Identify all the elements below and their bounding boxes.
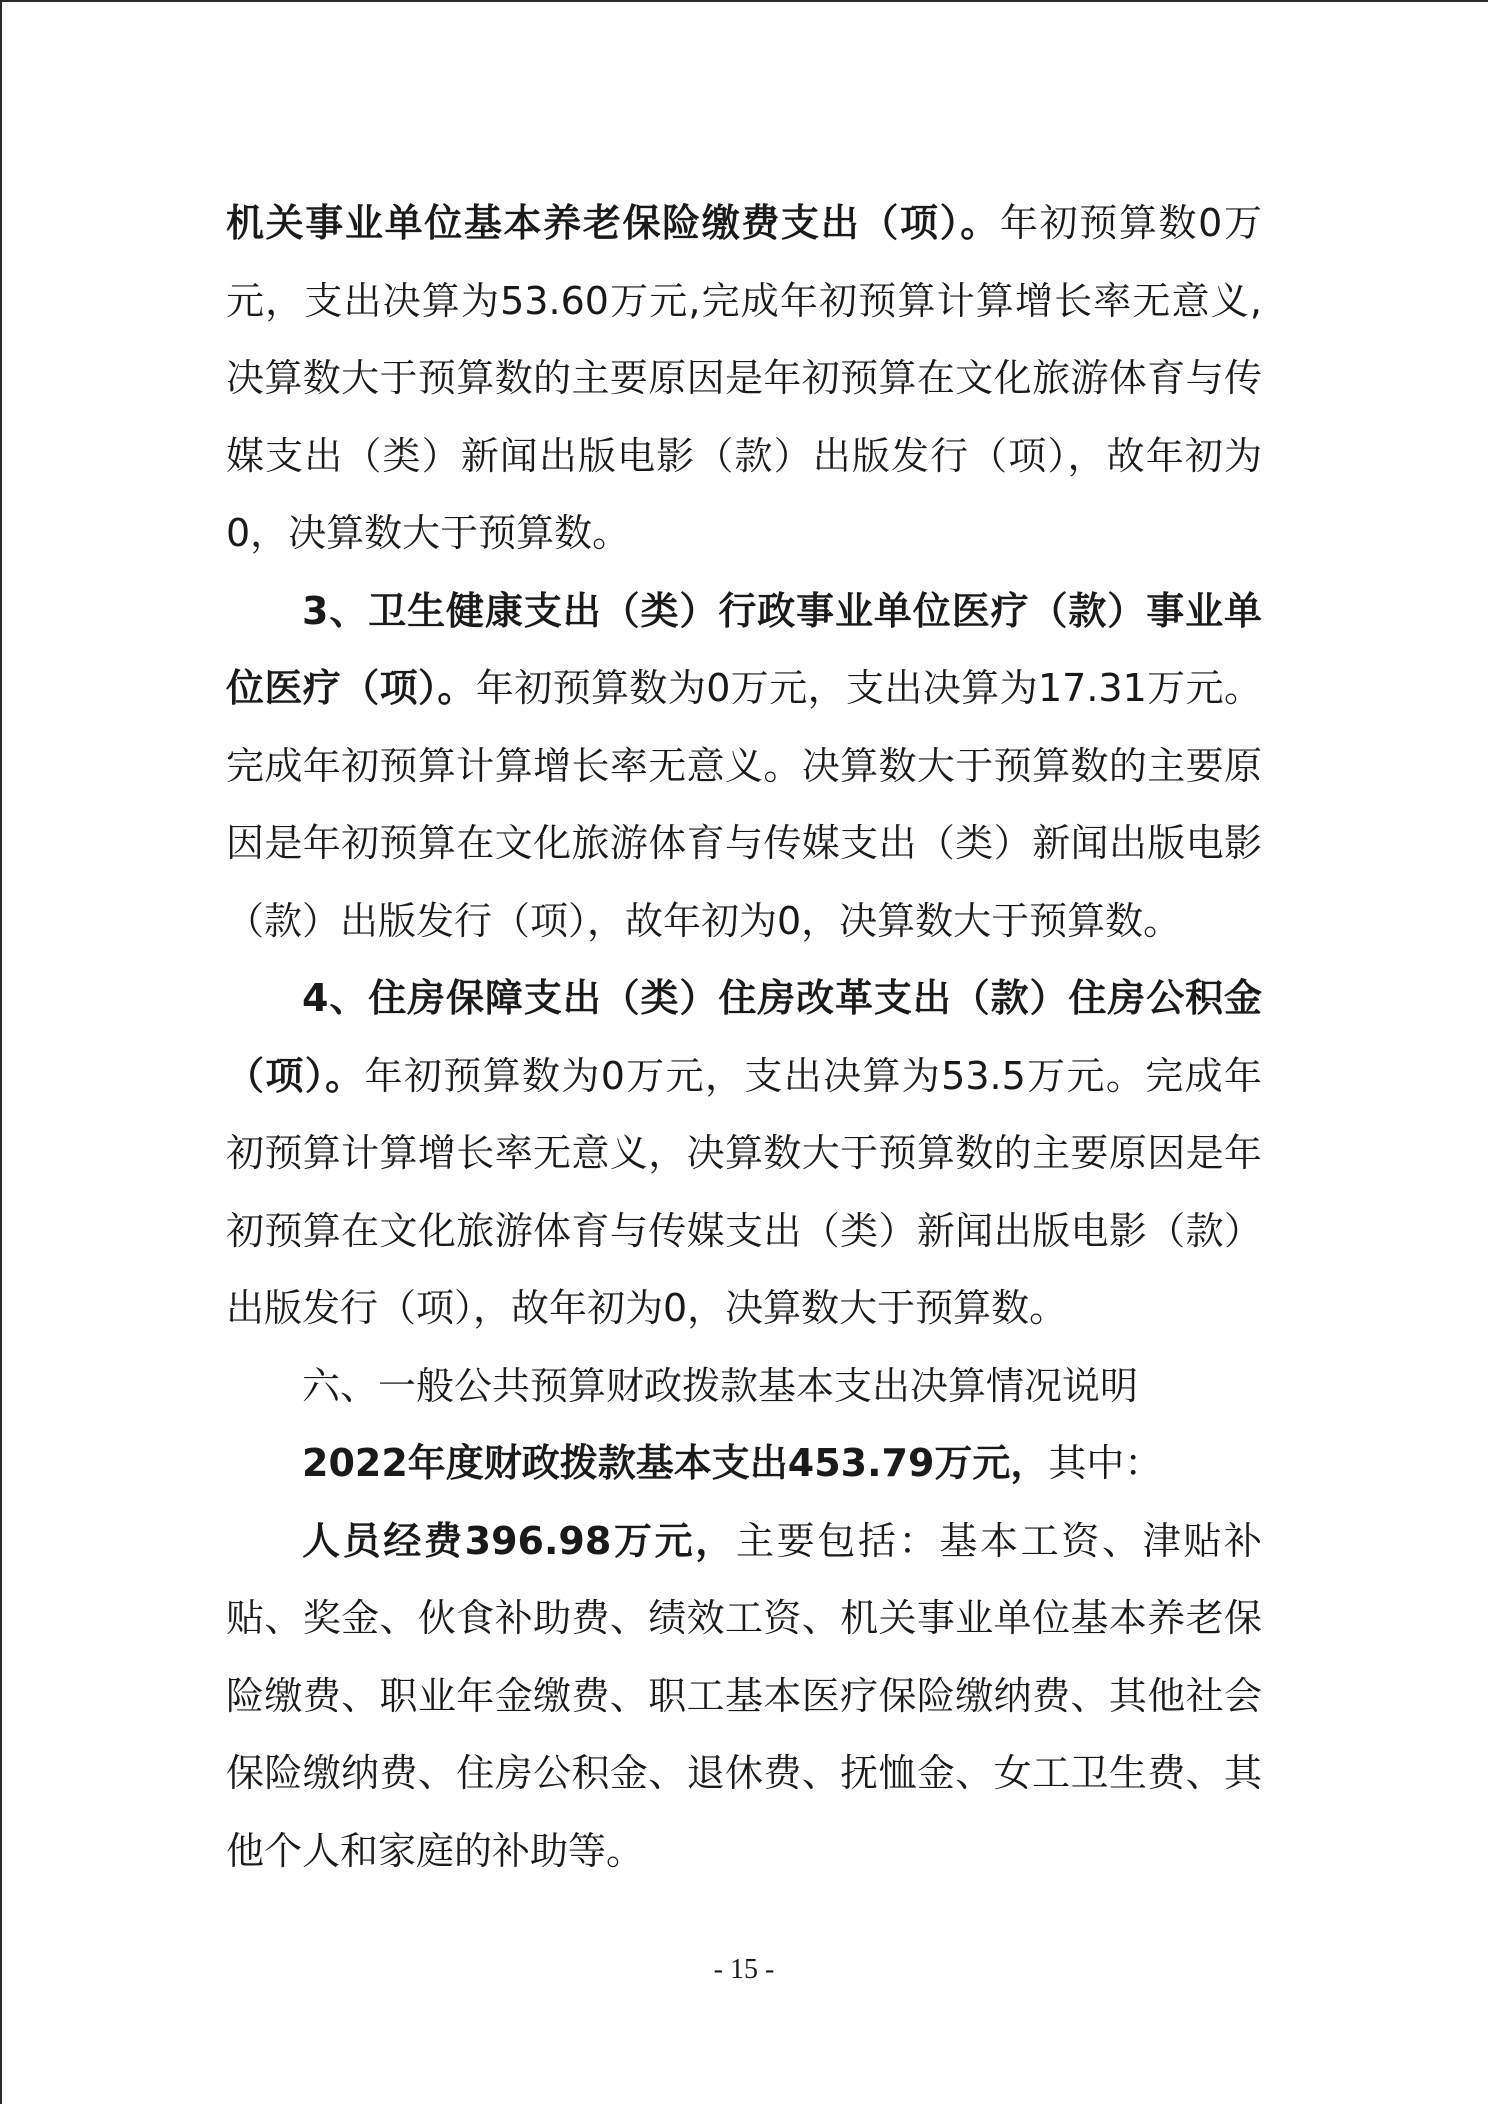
paragraph-text: 主要包括：基本工资、津贴补贴、奖金、伙食补助费、绩效工资、机关事业单位基本养老保险缴费、职业年金缴费、职工基本医疗保险缴纳费、其他社会保险缴纳费、住房公积金、退休费、抚恤金、女工卫生费、其他个人和家庭的补助等。 — [226, 1518, 1262, 1873]
paragraph-basic-expenditure-total — [226, 1425, 1262, 1503]
page-edge-left — [0, 0, 2, 2104]
section-heading: 六、一般公共预算财政拨款基本支出决算情况说明 — [302, 1363, 1139, 1408]
paragraph-text: 其中： — [1048, 1441, 1163, 1485]
paragraph-bold-lead: 机关事业单位基本养老保险缴费支出（项）。 — [226, 201, 1000, 245]
paragraph-bold-lead: 2022年度财政拨款基本支出453.79万元， — [302, 1441, 1049, 1485]
paragraph-bold-lead: 4、住房保障支出（类）住房改革支出（款）住房公积金（项）。 — [226, 976, 1262, 1098]
paragraph-bold-lead: 人员经费396.98万元， — [302, 1518, 736, 1563]
paragraph-text: 年初预算数0万元，支出决算为53.60万元,完成年初预算计算增长率无意义,决算数大于预算数的主要原因是年初预算在文化旅游体育与传媒支出（类）新闻出版电影（款）出版发行（项），故年初为0，决算数大于预算数。 — [226, 201, 1262, 555]
document-body — [226, 185, 1262, 1890]
paragraph-bold-lead: 3、卫生健康支出（类）行政事业单位医疗（款）事业单位医疗（项）。 — [226, 588, 1262, 710]
page-number: - 15 - — [713, 1954, 775, 1985]
paragraph-housing-expenditure — [226, 960, 1262, 1348]
paragraph-personnel-expenses — [226, 1503, 1262, 1891]
paragraph-health-expenditure — [226, 573, 1262, 961]
paragraph-text: 年初预算数为0万元，支出决算为17.31万元。完成年初预算计算增长率无意义。决算数大于预算数的主要原因是年初预算在文化旅游体育与传媒支出（类）新闻出版电影（款）出版发行（项），故年初为0，决算数大于预算数。 — [226, 666, 1262, 943]
paragraph-text: 年初预算数为0万元，支出决算为53.5万元。完成年初预算计算增长率无意义，决算数大于预算数的主要原因是年初预算在文化旅游体育与传媒支出（类）新闻出版电影（款）出版发行（项），故年初为0，决算数大于预算数。 — [226, 1053, 1262, 1330]
page-edge-top — [0, 0, 1488, 2]
paragraph-pension-expenditure — [226, 185, 1262, 573]
